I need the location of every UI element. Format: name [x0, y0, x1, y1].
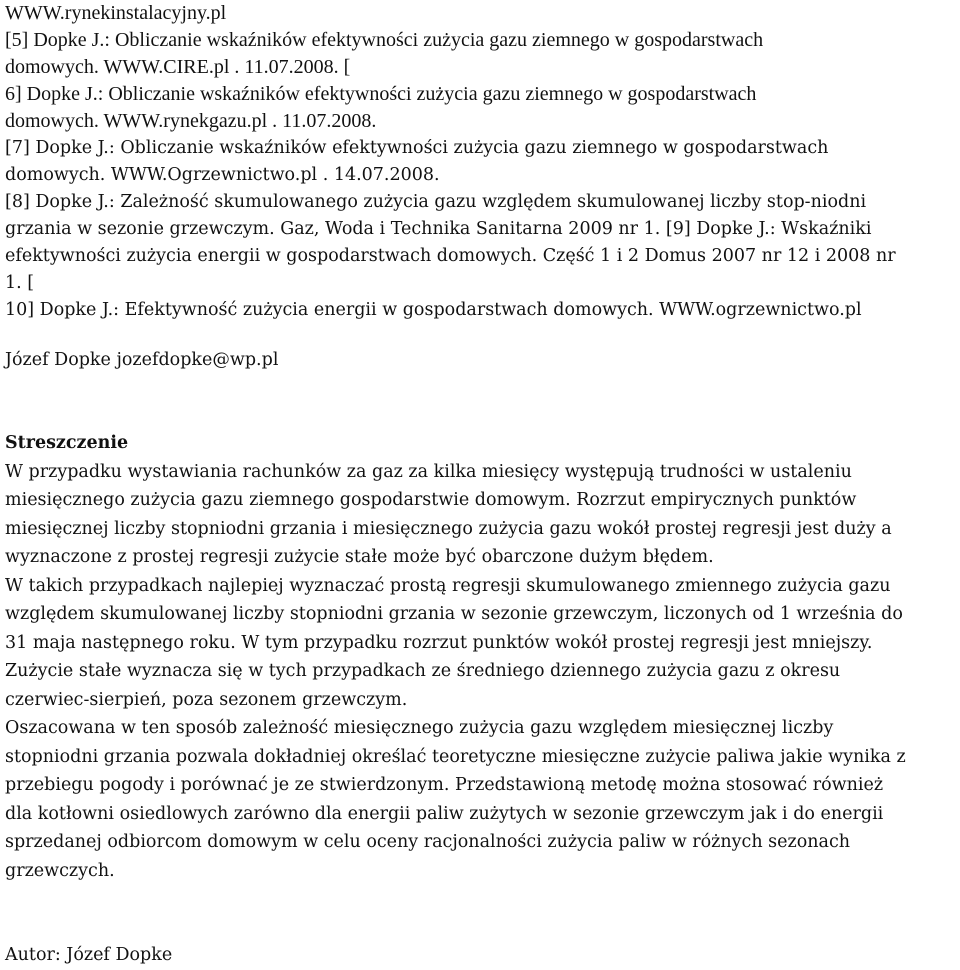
author-contact: Józef Dopke jozefdopke@wp.pl: [5, 350, 279, 370]
abstract-line: czerwiec-sierpień, poza sezonem grzewczym.: [5, 689, 408, 710]
abstract-line: stopniodni grzania pozwala dokładniej określać teoretyczne miesięczne zużycie paliwa jakie wynika z: [5, 746, 906, 767]
abstract-line: wyznaczone z prostej regresji zużycie stałe może być obarczone dużym błędem.: [5, 547, 714, 568]
reference-line: domowych. WWW.CIRE.pl . 11.07.2008. [: [5, 56, 351, 78]
reference-line: 1. [: [5, 273, 35, 293]
abstract-line: 31 maja następnego roku. W tym przypadku rozrzut punktów wokół prostej regresji jest mniejszy.: [5, 632, 873, 653]
references-list: [5, 0, 957, 324]
reference-line: [5] Dopke J.: Obliczanie wskaźników efektywności zużycia gazu ziemnego w gospodarstwach: [5, 29, 764, 51]
abstract-line: Zużycie stałe wyznacza się w tych przypadkach ze średniego dziennego zużycia gazu z okresu: [5, 661, 841, 682]
reference-line: WWW.rynekinstalacyjny.pl: [5, 2, 227, 24]
abstract-line: grzewczych.: [5, 860, 115, 881]
abstract-line: miesięcznego zużycia gazu ziemnego gospodarstwie domowym. Rozrzut empirycznych punktów: [5, 490, 857, 511]
abstract-line: względem skumulowanej liczby stopniodni grzania w sezonie grzewczym, liczonych od 1 września do: [5, 604, 903, 625]
abstract-line: Oszacowana w ten sposób zależność miesięcznego zużycia gazu względem miesięcznej liczby: [5, 718, 834, 739]
reference-line: efektywności zużycia energii w gospodarstwach domowych. Część 1 i 2 Domus 2007 nr 12 i 2008 nr: [5, 246, 896, 266]
document-page: [5, 0, 957, 970]
reference-line: grzania w sezonie grzewczym. Gaz, Woda i Technika Sanitarna 2009 nr 1. [9] Dopke J.: Wskaźniki: [5, 219, 872, 239]
reference-line: domowych. WWW.Ogrzewnictwo.pl . 14.07.2008.: [5, 165, 440, 185]
reference-line: domowych. WWW.rynekgazu.pl . 11.07.2008.: [5, 110, 377, 132]
abstract-line: sprzedanej odbiorcom domowym w celu oceny racjonalności zużycia paliw w różnych sezonach: [5, 832, 851, 853]
abstract-line: W przypadku wystawiania rachunków za gaz za kilka miesięcy występują trudności w ustaleniu: [5, 461, 852, 482]
abstract-line: dla kotłowni osiedlowych zarówno dla energii paliw zużytych w sezonie grzewczym jak i do energii: [5, 803, 884, 824]
abstract-heading: Streszczenie: [5, 433, 129, 454]
reference-line: [7] Dopke J.: Obliczanie wskaźników efektywności zużycia gazu ziemnego w gospodarstwach: [5, 138, 829, 158]
abstract-line: W takich przypadkach najlepiej wyznaczać prostą regresji skumulowanego zmiennego zużycia gazu: [5, 575, 891, 596]
author-footer: Autor: Józef Dopke: [5, 945, 173, 966]
abstract-section: [5, 429, 957, 885]
reference-line: 10] Dopke J.: Efektywność zużycia energii w gospodarstwach domowych. WWW.ogrzewnictwo.pl: [5, 300, 862, 320]
reference-line: [8] Dopke J.: Zależność skumulowanego zużycia gazu względem skumulowanej liczby stop-niodni: [5, 192, 867, 212]
reference-line: 6] Dopke J.: Obliczanie wskaźników efektywności zużycia gazu ziemnego w gospodarstwach: [5, 83, 757, 105]
abstract-line: miesięcznej liczby stopniodni grzania i miesięcznego zużycia gazu wokół prostej regresji jest duży a: [5, 518, 892, 539]
abstract-line: przebiegu pogody i porównać je ze stwierdzonym. Przedstawioną metodę można stosować również: [5, 775, 884, 796]
